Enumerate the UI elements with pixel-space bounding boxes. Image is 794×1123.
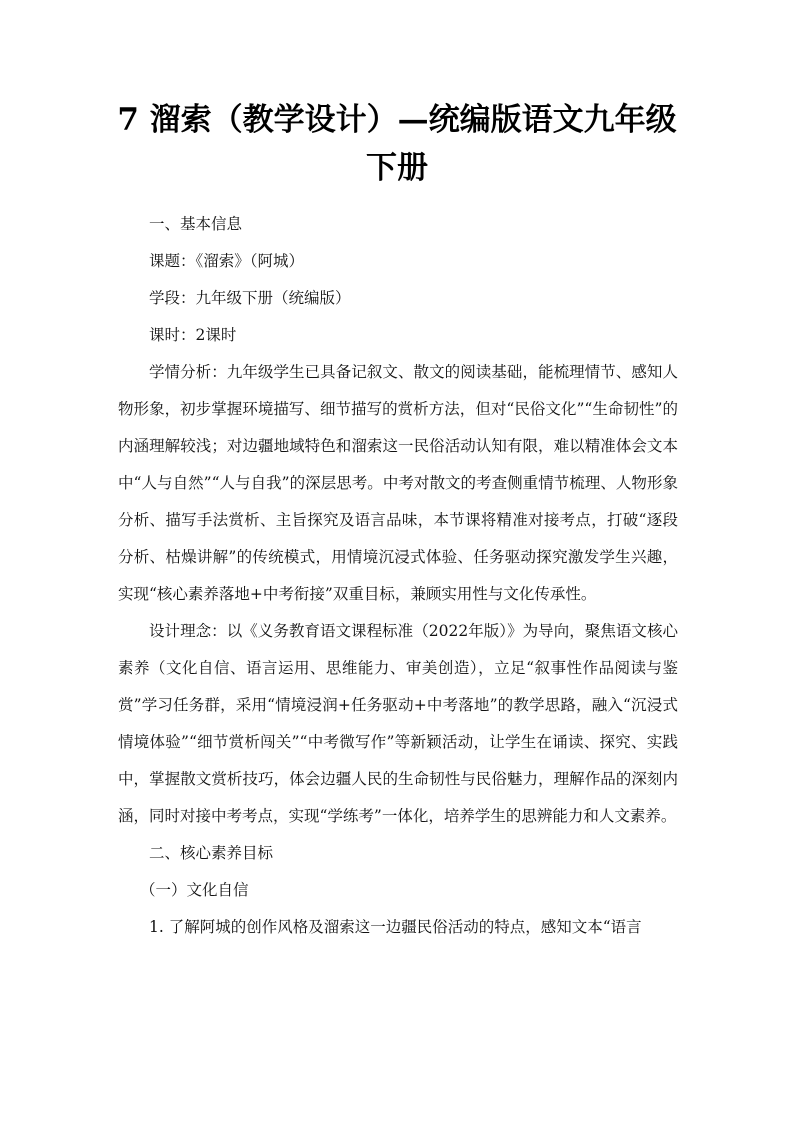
hours-line: 课时：2课时 — [149, 326, 237, 344]
concept-paragraph: 设计理念：以《义务教育语文课程标准（2022年版）》为导向，聚焦语文核心素养（文化自信、语言运用、思维能力、审美创造），立足“叙事性作品阅读与鉴赏”学习任务群，采用“情境浸润+任务驱动+中考落地”的教学思路，融入“沉浸式情境体验”“细节赏析闯关”“中考微写作”等新颖活动，让学生在诵读、探究、实践中，掌握散文赏析技巧，体会边疆人民的生命韧性与民俗魅力，理解作品的深刻内涵，同时对接中考考点，实现“学练考”一体化，培养学生的思辨能力和人文素养。 — [118, 622, 678, 825]
document-body — [118, 206, 678, 946]
document-title: 7 溜索（教学设计）—统编版语文九年级下册 — [117, 102, 677, 186]
grade-line: 学段：九年级下册（统编版） — [149, 289, 351, 307]
goal-item-1: 1. 了解阿城的创作风格及溜索这一边疆民俗活动的特点，感知文本“语言 — [149, 918, 642, 936]
section-heading-basic-info: 一、基本信息 — [149, 215, 243, 233]
topic-line: 课题：《溜索》（阿城） — [149, 252, 305, 270]
analysis-paragraph: 学情分析：九年级学生已具备记叙文、散文的阅读基础，能梳理情节、感知人物形象，初步掌握环境描写、细节描写的赏析方法，但对“民俗文化”“生命韧性”的内涵理解较浅；对边疆地域特色和溜索这一民俗活动认知有限，难以精准体会文本中“人与自然”“人与自我”的深层思考。中考对散文的考查侧重情节梳理、人物形象分析、描写手法赏析、主旨探究及语言品味，本节课将精准对接考点，打破“逐段分析、枯燥讲解”的传统模式，用情境沉浸式体验、任务驱动探究激发学生兴趣，实现“核心素养落地+中考衔接”双重目标，兼顾实用性与文化传承性。 — [118, 363, 678, 603]
subsection-heading-culture: （一）文化自信 — [140, 881, 249, 899]
section-heading-goals: 二、核心素养目标 — [149, 844, 274, 862]
